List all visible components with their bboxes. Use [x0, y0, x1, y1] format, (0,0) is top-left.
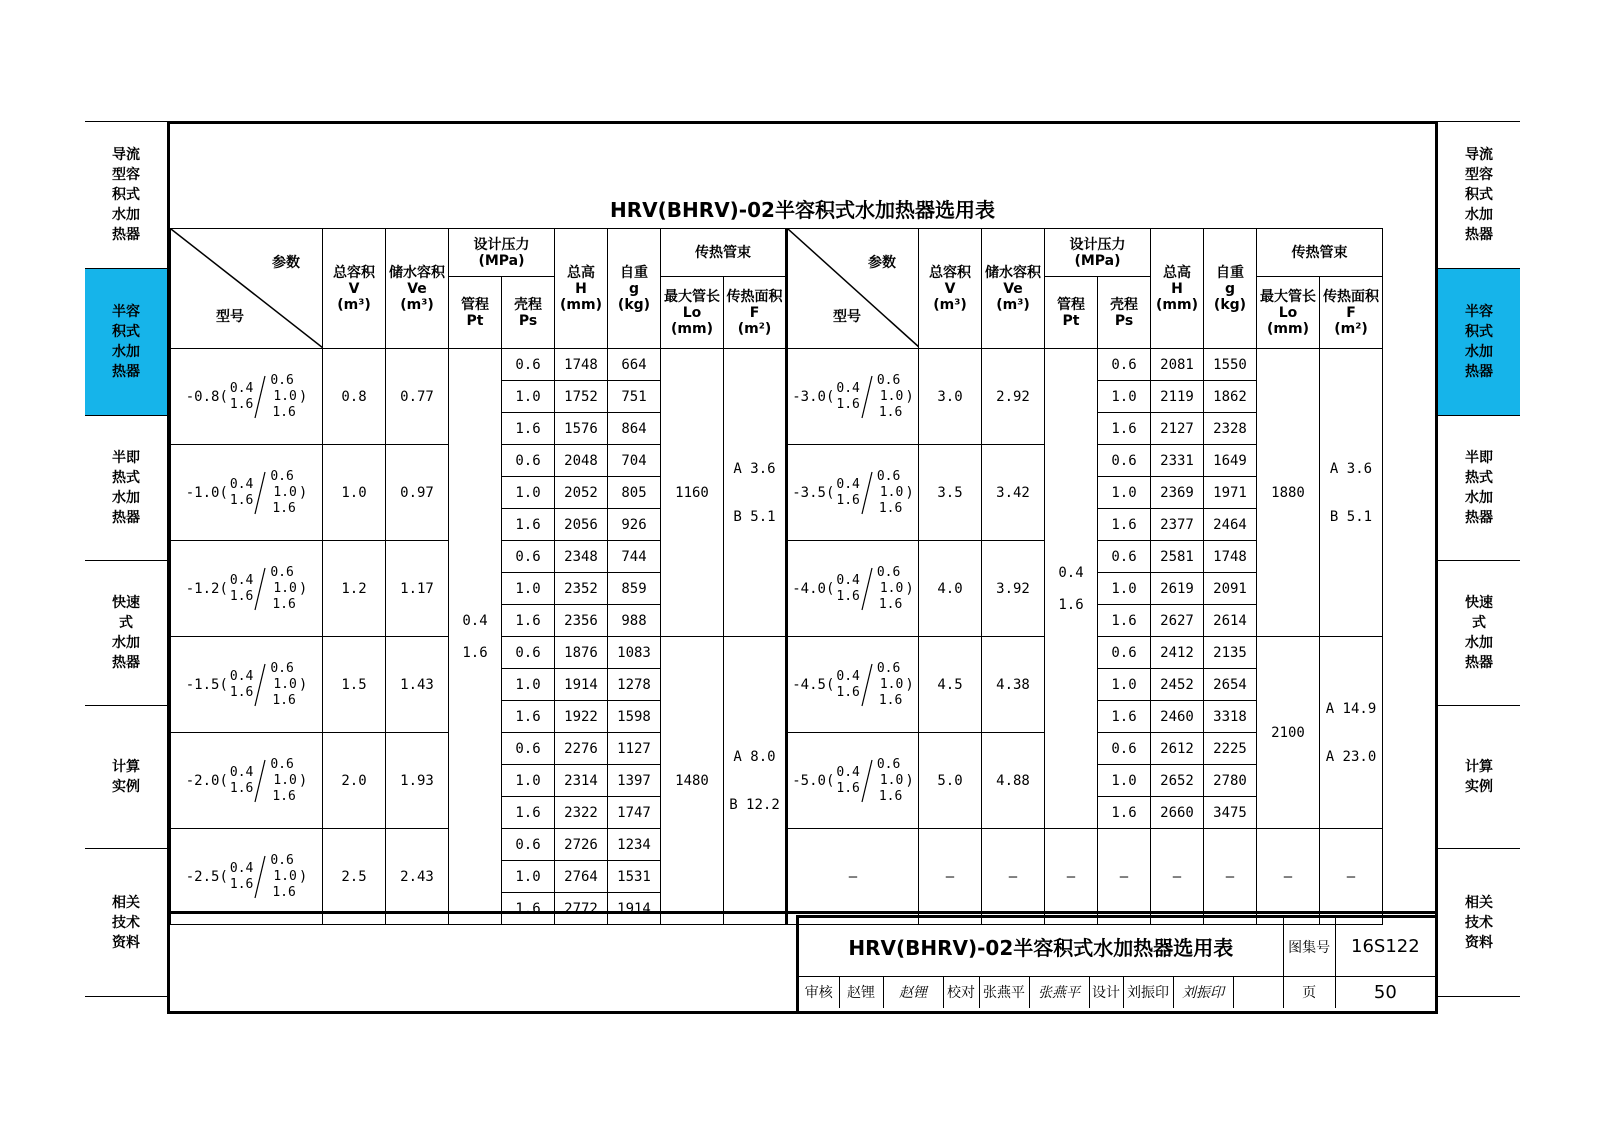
shell-pressure-header: 壳程 Ps	[1098, 277, 1151, 349]
model-range-value: 1.6	[878, 692, 903, 708]
model-fraction-den: 1.6	[836, 396, 860, 412]
shell-pressure-cell: 1.6	[502, 605, 555, 637]
shell-pressure-cell: 0.6	[502, 829, 555, 861]
height-cell: 2356	[555, 605, 608, 637]
model-fraction-num: 0.4	[836, 476, 860, 492]
model-range-value: 0.6	[876, 468, 901, 484]
empty-dash-cell: —	[1320, 829, 1383, 925]
param-label: 参数	[272, 255, 300, 271]
height-cell: 2127	[1151, 413, 1204, 445]
empty-dash-cell: —	[1151, 829, 1204, 925]
model-cell: -1.2 ( 0.4 1.6 0.6 1.0 1.6 )	[171, 541, 323, 637]
storage-volume-cell: 4.88	[982, 733, 1045, 829]
storage-volume-cell: 2.43	[386, 829, 449, 925]
table-row	[171, 349, 1383, 381]
weight-cell: 2135	[1204, 637, 1257, 669]
weight-cell: 1748	[1204, 541, 1257, 573]
model-fraction-num: 0.4	[836, 668, 860, 684]
model-range-value: 0.6	[270, 372, 294, 388]
table-title: HRV(BHRV)-02半容积式水加热器选用表	[610, 198, 995, 222]
empty-dash-cell: —	[1204, 829, 1257, 925]
model-range-value: 0.6	[270, 852, 294, 868]
shell-pressure-cell: 1.6	[1098, 509, 1151, 541]
weight-cell: 1397	[608, 765, 661, 797]
model-fraction-den: 1.6	[836, 492, 860, 508]
storage-volume-cell: 0.97	[386, 445, 449, 541]
height-cell: 2764	[555, 861, 608, 893]
shell-pressure-cell: 0.6	[1098, 541, 1151, 573]
max-tube-length-header: 最大管长 Lo (mm)	[661, 277, 724, 349]
model-label: 型号	[833, 309, 861, 325]
sidebar-bottom-rule	[1438, 996, 1520, 997]
title-block	[796, 915, 1435, 1011]
weight-cell: 2225	[1204, 733, 1257, 765]
model-fraction-den: 1.6	[229, 876, 254, 892]
model-fraction-num: 0.4	[229, 380, 254, 396]
model-range-value: 1.0	[273, 484, 297, 500]
weight-cell: 1862	[1204, 381, 1257, 413]
sidebar-bottom-rule	[85, 996, 167, 997]
max-tube-length-cell: 1480	[661, 637, 724, 925]
weight-cell: 1531	[608, 861, 661, 893]
shell-pressure-cell: 1.6	[502, 701, 555, 733]
shell-pressure-cell: 1.0	[502, 861, 555, 893]
weight-cell: 3475	[1204, 797, 1257, 829]
model-range-value: 1.6	[878, 404, 903, 420]
height-cell: 2412	[1151, 637, 1204, 669]
sidebar-item-6[interactable]: 相关 技术 资料	[85, 848, 167, 996]
max-tube-length-cell: 2100	[1257, 637, 1320, 829]
weight-cell: 1914	[608, 893, 661, 925]
heat-area-cell: A 8.0 B 12.2	[724, 637, 787, 925]
design-pressure-header: 设计压力 (MPa)	[1045, 229, 1151, 277]
shell-pressure-header: 壳程 Ps	[502, 277, 555, 349]
total-volume-cell: 1.5	[323, 637, 386, 733]
heat-area-header: 传热面积 F (m²)	[724, 277, 787, 349]
weight-cell: 2464	[1204, 509, 1257, 541]
height-cell: 2322	[555, 797, 608, 829]
tube-pressure-cell: 0.4 1.6	[1045, 349, 1098, 829]
height-cell: 2452	[1151, 669, 1204, 701]
model-range-value: 0.6	[876, 756, 901, 772]
weight-cell: 1127	[608, 733, 661, 765]
shell-pressure-cell: 1.0	[1098, 669, 1151, 701]
shell-pressure-cell: 1.0	[502, 765, 555, 797]
shell-pressure-cell: 1.0	[502, 381, 555, 413]
storage-volume-cell: 1.93	[386, 733, 449, 829]
height-cell: 2652	[1151, 765, 1204, 797]
empty-dash-cell: —	[1045, 829, 1098, 925]
height-cell: 1576	[555, 413, 608, 445]
weight-cell: 3318	[1204, 701, 1257, 733]
model-fraction-den: 1.6	[836, 780, 860, 796]
model-fraction-den: 1.6	[836, 684, 860, 700]
model-prefix: -4.5	[792, 676, 826, 693]
weight-cell: 2654	[1204, 669, 1257, 701]
weight-cell: 2091	[1204, 573, 1257, 605]
sidebar-item-5[interactable]: 计算 实例	[85, 705, 167, 848]
shell-pressure-cell: 0.6	[1098, 445, 1151, 477]
page-label: 页	[1283, 976, 1335, 1008]
model-prefix: -0.8	[185, 388, 220, 405]
model-fraction-num: 0.4	[229, 764, 254, 780]
model-fraction-num: 0.4	[229, 860, 254, 876]
height-cell: 2352	[555, 573, 608, 605]
heat-area-cell: A 14.9 A 23.0	[1320, 637, 1383, 829]
height-cell: 1752	[555, 381, 608, 413]
weight-cell: 2328	[1204, 413, 1257, 445]
height-cell: 2772	[555, 893, 608, 925]
model-fraction-num: 0.4	[836, 380, 860, 396]
shell-pressure-cell: 0.6	[1098, 637, 1151, 669]
total-volume-cell: 1.0	[323, 445, 386, 541]
model-range-value: 0.6	[270, 564, 294, 580]
model-cell: -2.5 ( 0.4 1.6 0.6 1.0 1.6 )	[171, 829, 323, 925]
shell-pressure-cell: 1.0	[502, 669, 555, 701]
max-tube-length-cell: 1160	[661, 349, 724, 637]
empty-dash-cell: —	[982, 829, 1045, 925]
height-cell: 2460	[1151, 701, 1204, 733]
shell-pressure-cell: 0.6	[1098, 733, 1151, 765]
tube-pressure-cell: 0.4 1.6	[449, 349, 502, 925]
weight-cell: 1083	[608, 637, 661, 669]
model-range-value: 1.6	[272, 884, 296, 900]
total-volume-cell: 4.5	[919, 637, 982, 733]
height-cell: 1876	[555, 637, 608, 669]
tube-pressure-header: 管程 Pt	[1045, 277, 1098, 349]
model-range-value: 0.6	[270, 660, 294, 676]
weight-cell: 2614	[1204, 605, 1257, 637]
model-fraction-den: 1.6	[229, 492, 254, 508]
titleblock-title: HRV(BHRV)-02半容积式水加热器选用表	[799, 918, 1283, 976]
total-volume-cell: 5.0	[919, 733, 982, 829]
model-cell: -0.8 ( 0.4 1.6 0.6 1.0 1.6 )	[171, 349, 323, 445]
model-range-value: 1.0	[273, 580, 297, 596]
weight-cell: 751	[608, 381, 661, 413]
check-signature: 张燕平	[1029, 976, 1089, 1008]
height-cell: 2660	[1151, 797, 1204, 829]
weight-cell: 2780	[1204, 765, 1257, 797]
weight-cell: 859	[608, 573, 661, 605]
shell-pressure-cell: 1.6	[1098, 413, 1151, 445]
model-fraction-den: 1.6	[229, 780, 254, 796]
storage-volume-cell: 2.92	[982, 349, 1045, 445]
shell-pressure-cell: 1.6	[502, 509, 555, 541]
model-cell: -1.0 ( 0.4 1.6 0.6 1.0 1.6 )	[171, 445, 323, 541]
total-volume-cell: 2.5	[323, 829, 386, 925]
shell-pressure-cell: 1.6	[502, 413, 555, 445]
max-tube-length-header: 最大管长 Lo (mm)	[1257, 277, 1320, 349]
weight-cell: 704	[608, 445, 661, 477]
shell-pressure-cell: 1.6	[1098, 797, 1151, 829]
shell-pressure-cell: 0.6	[502, 445, 555, 477]
weight-header: 自重 g (kg)	[1204, 229, 1257, 349]
height-cell: 2348	[555, 541, 608, 573]
model-range-value: 1.6	[878, 788, 903, 804]
model-fraction-den: 1.6	[836, 588, 860, 604]
selection-table	[170, 228, 1383, 925]
model-cell: -3.5 ( 0.4 1.6 0.6 1.0 1.6 )	[787, 445, 919, 541]
sidebar-item-2[interactable]: 半容 积式 水加 热器	[85, 268, 167, 415]
design-signature: 刘振印	[1173, 976, 1233, 1008]
height-cell: 2314	[555, 765, 608, 797]
sidebar-item-1[interactable]: 导流 型容 积式 水加 热器	[1438, 121, 1520, 268]
height-cell: 2056	[555, 509, 608, 541]
weight-cell: 1234	[608, 829, 661, 861]
heat-area-cell: A 3.6 B 5.1	[1320, 349, 1383, 637]
design-name: 刘振印	[1123, 976, 1173, 1008]
storage-volume-cell: 0.77	[386, 349, 449, 445]
model-range-value: 1.6	[272, 788, 296, 804]
shell-pressure-cell: 1.6	[502, 797, 555, 829]
weight-cell: 1747	[608, 797, 661, 829]
height-cell: 2052	[555, 477, 608, 509]
table-bottom-rule	[170, 911, 1435, 914]
height-cell: 2581	[1151, 541, 1204, 573]
sidebar-item-3[interactable]: 半即 热式 水加 热器	[1438, 415, 1520, 560]
model-range-value: 1.6	[272, 404, 296, 420]
height-cell: 2081	[1151, 349, 1204, 381]
model-range-value: 0.6	[876, 660, 901, 676]
model-prefix: -1.5	[185, 676, 220, 693]
empty-dash-cell: —	[1098, 829, 1151, 925]
model-fraction-num: 0.4	[229, 668, 254, 684]
tube-pressure-header: 管程 Pt	[449, 277, 502, 349]
storage-volume-cell: 3.92	[982, 541, 1045, 637]
empty-dash-cell: —	[787, 829, 919, 925]
model-prefix: -2.5	[185, 868, 220, 885]
check-label: 校对	[943, 976, 979, 1008]
sidebar-item-4[interactable]: 快速 式 水加 热器	[85, 560, 167, 705]
model-range-value: 1.0	[273, 772, 297, 788]
shell-pressure-cell: 1.0	[502, 573, 555, 605]
shell-pressure-cell: 1.0	[1098, 573, 1151, 605]
model-prefix: -4.0	[792, 580, 826, 597]
weight-cell: 1649	[1204, 445, 1257, 477]
model-range-value: 0.6	[270, 756, 294, 772]
sidebar-item-3[interactable]: 半即 热式 水加 热器	[85, 415, 167, 560]
total-volume-header: 总容积 V (m³)	[919, 229, 982, 349]
shell-pressure-cell: 0.6	[502, 637, 555, 669]
model-cell: -4.0 ( 0.4 1.6 0.6 1.0 1.6 )	[787, 541, 919, 637]
shell-pressure-cell: 0.6	[502, 733, 555, 765]
weight-cell: 988	[608, 605, 661, 637]
weight-cell: 1598	[608, 701, 661, 733]
model-prefix: -1.2	[185, 580, 220, 597]
sidebar-item-4[interactable]: 快速 式 水加 热器	[1438, 560, 1520, 705]
model-range-value: 1.0	[273, 676, 297, 692]
model-range-value: 0.6	[270, 468, 294, 484]
model-range-value: 1.6	[878, 500, 903, 516]
height-header: 总高 H (mm)	[1151, 229, 1204, 349]
shell-pressure-cell: 1.6	[1098, 605, 1151, 637]
model-range-value: 0.6	[876, 372, 901, 388]
model-prefix: -3.0	[792, 388, 826, 405]
empty-dash-cell: —	[1257, 829, 1320, 925]
model-fraction-num: 0.4	[229, 572, 254, 588]
total-volume-cell: 3.0	[919, 349, 982, 445]
check-name: 张燕平	[979, 976, 1029, 1008]
heat-area-header: 传热面积 F (m²)	[1320, 277, 1383, 349]
shell-pressure-cell: 1.0	[502, 477, 555, 509]
weight-cell: 864	[608, 413, 661, 445]
model-prefix: -5.0	[792, 772, 826, 789]
shell-pressure-cell: 1.0	[1098, 765, 1151, 797]
model-range-value: 1.6	[272, 596, 296, 612]
total-volume-cell: 1.2	[323, 541, 386, 637]
model-range-value: 1.6	[878, 596, 903, 612]
model-range-value: 1.0	[879, 676, 904, 692]
shell-pressure-cell: 0.6	[502, 349, 555, 381]
model-cell: -1.5 ( 0.4 1.6 0.6 1.0 1.6 )	[171, 637, 323, 733]
model-range-value: 1.0	[273, 868, 297, 884]
model-label: 型号	[216, 309, 244, 325]
height-cell: 2369	[1151, 477, 1204, 509]
review-signature: 赵锂	[883, 976, 943, 1008]
model-prefix: -3.5	[792, 484, 826, 501]
height-cell: 1922	[555, 701, 608, 733]
storage-volume-header: 储水容积 Ve (m³)	[386, 229, 449, 349]
shell-pressure-cell: 1.0	[1098, 477, 1151, 509]
header-diagonal-cell	[787, 229, 919, 349]
shell-pressure-cell: 0.6	[502, 541, 555, 573]
total-volume-cell: 2.0	[323, 733, 386, 829]
sidebar-item-2[interactable]: 半容 积式 水加 热器	[1438, 268, 1520, 415]
header-diagonal-cell	[171, 229, 323, 349]
model-range-value: 0.6	[876, 564, 901, 580]
height-cell: 2119	[1151, 381, 1204, 413]
model-cell: -2.0 ( 0.4 1.6 0.6 1.0 1.6 )	[171, 733, 323, 829]
model-fraction-den: 1.6	[229, 684, 254, 700]
weight-header: 自重 g (kg)	[608, 229, 661, 349]
shell-pressure-cell: 1.6	[502, 893, 555, 925]
model-fraction-den: 1.6	[229, 396, 254, 412]
height-cell: 2627	[1151, 605, 1204, 637]
height-cell: 2619	[1151, 573, 1204, 605]
weight-cell: 1971	[1204, 477, 1257, 509]
total-volume-cell: 4.0	[919, 541, 982, 637]
model-range-value: 1.6	[272, 500, 296, 516]
height-cell: 2331	[1151, 445, 1204, 477]
weight-cell: 926	[608, 509, 661, 541]
storage-volume-cell: 1.17	[386, 541, 449, 637]
height-cell: 2048	[555, 445, 608, 477]
total-volume-cell: 3.5	[919, 445, 982, 541]
height-header: 总高 H (mm)	[555, 229, 608, 349]
height-cell: 2276	[555, 733, 608, 765]
max-tube-length-cell: 1880	[1257, 349, 1320, 637]
weight-cell: 744	[608, 541, 661, 573]
model-range-value: 1.0	[879, 388, 904, 404]
height-cell: 1914	[555, 669, 608, 701]
page-number: 50	[1335, 976, 1435, 1008]
model-fraction-num: 0.4	[836, 572, 860, 588]
shell-pressure-cell: 1.0	[1098, 381, 1151, 413]
param-label: 参数	[868, 255, 896, 271]
model-fraction-num: 0.4	[836, 764, 860, 780]
model-range-value: 1.0	[879, 484, 904, 500]
model-range-value: 1.0	[273, 388, 297, 404]
empty-dash-cell: —	[919, 829, 982, 925]
total-volume-cell: 0.8	[323, 349, 386, 445]
total-volume-header: 总容积 V (m³)	[323, 229, 386, 349]
review-name: 赵锂	[839, 976, 883, 1008]
height-cell: 2612	[1151, 733, 1204, 765]
design-label: 设计	[1089, 976, 1123, 1008]
model-range-value: 1.6	[272, 692, 296, 708]
drawing-frame	[167, 121, 1438, 1014]
storage-volume-cell: 4.38	[982, 637, 1045, 733]
sidebar-item-6[interactable]: 相关 技术 资料	[1438, 848, 1520, 996]
tube-bundle-header: 传热管束	[661, 229, 787, 277]
model-prefix: -1.0	[185, 484, 220, 501]
storage-volume-cell: 3.42	[982, 445, 1045, 541]
sidebar-item-1[interactable]: 导流 型容 积式 水加 热器	[85, 121, 167, 268]
model-cell: -4.5 ( 0.4 1.6 0.6 1.0 1.6 )	[787, 637, 919, 733]
model-fraction-den: 1.6	[229, 588, 254, 604]
height-cell: 2726	[555, 829, 608, 861]
storage-volume-header: 储水容积 Ve (m³)	[982, 229, 1045, 349]
atlas-label: 图集号	[1283, 918, 1335, 976]
model-prefix: -2.0	[185, 772, 220, 789]
storage-volume-cell: 1.43	[386, 637, 449, 733]
model-fraction-num: 0.4	[229, 476, 254, 492]
atlas-number: 16S122	[1335, 918, 1435, 976]
model-range-value: 1.0	[879, 580, 904, 596]
model-cell: -5.0 ( 0.4 1.6 0.6 1.0 1.6 )	[787, 733, 919, 829]
design-pressure-header: 设计压力 (MPa)	[449, 229, 555, 277]
weight-cell: 1278	[608, 669, 661, 701]
height-cell: 2377	[1151, 509, 1204, 541]
height-cell: 1748	[555, 349, 608, 381]
weight-cell: 664	[608, 349, 661, 381]
shell-pressure-cell: 0.6	[1098, 349, 1151, 381]
table-row	[171, 637, 1383, 669]
tube-bundle-header: 传热管束	[1257, 229, 1383, 277]
model-range-value: 1.0	[879, 772, 904, 788]
review-label: 审核	[799, 976, 839, 1008]
weight-cell: 805	[608, 477, 661, 509]
heat-area-cell: A 3.6 B 5.1	[724, 349, 787, 637]
weight-cell: 1550	[1204, 349, 1257, 381]
shell-pressure-cell: 1.6	[1098, 701, 1151, 733]
model-cell: -3.0 ( 0.4 1.6 0.6 1.0 1.6 )	[787, 349, 919, 445]
sidebar-item-5[interactable]: 计算 实例	[1438, 705, 1520, 848]
